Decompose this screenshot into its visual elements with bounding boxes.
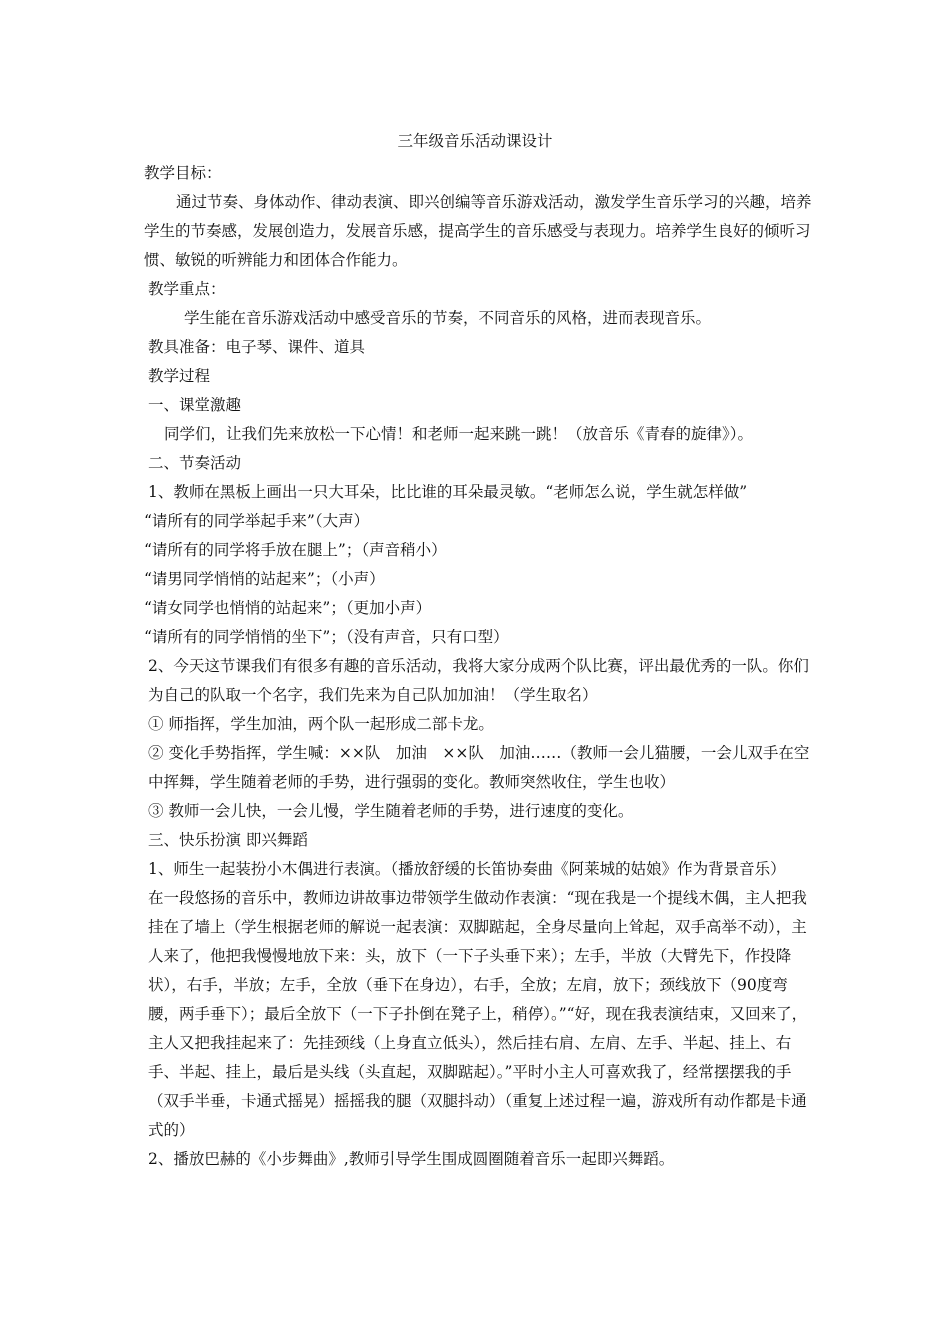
focus-heading: 教学重点： [148,280,226,298]
quote-line: “请男同学悄悄的站起来”；（小声） [144,570,385,588]
circled-item-1: ① 师指挥，学生加油，两个队一起形成二部卡龙。 [148,715,494,733]
circled-item-3: ③ 教师一会儿快，一会儿慢，学生随着老师的手势，进行速度的变化。 [148,802,634,820]
section-heading-2: 二、节奏活动 [148,454,242,472]
section-3-story: 在一段悠扬的音乐中，教师边讲故事边带领学生做动作表演：“现在我是一个提线木偶，主人把我挂在了墙上（学生根据老师的解说一起表演：双脚踮起，全身尽量向上耸起，双手高举不动），主人来了，他把我慢慢地放下来：头，放下（一下子头垂下来）；左手，半放（大臂先下，作投降状），右手，半放；左手，全放（垂下在身边），右手，全放；左肩，放下；颈线放下（90度弯腰，两手垂下）；最后全放下（一下子扑倒在凳子上，稍停）。”“好，现在我表演结束，又回来了，主人又把我挂起来了：先挂颈线（上身直立低头），然后挂右肩、左肩、左手、半起、挂上、右手、半起、挂上，最后是头线（头直起，双脚踮起）。”平时小主人可喜欢我了，经常摆摆我的手（双手半垂，卡通式摇晃）摇摇我的腿（双腿抖动）（重复上述过程一遍，游戏所有动作都是卡通式的） [148,889,808,1139]
section-2-item-2: 2、今天这节课我们有很多有趣的音乐活动，我将大家分成两个队比赛，评出最优秀的一队。你们为自己的队取一个名字，我们先来为自己队加加油！（学生取名） [148,657,809,704]
focus-paragraph: 学生能在音乐游戏活动中感受音乐的节奏，不同音乐的风格，进而表现音乐。 [184,309,712,327]
quote-line: “请所有的同学悄悄的坐下”；（没有声音，只有口型） [144,628,509,646]
quote-line: “请所有的同学举起手来”（大声） [144,512,370,530]
section-heading-3: 三、快乐扮演 即兴舞蹈 [148,831,308,849]
document-title: 三年级音乐活动课设计 [397,132,553,150]
section-2-item-1: 1、教师在黑板上画出一只大耳朵，比比谁的耳朵最灵敏。“老师怎么说，学生就怎样做” [148,483,748,501]
process-heading: 教学过程 [148,367,211,385]
materials-line: 教具准备：电子琴、课件、道具 [148,338,366,356]
section-heading-1: 一、课堂激趣 [148,396,242,414]
section-3-item-1: 1、师生一起装扮小木偶进行表演。（播放舒缓的长笛协奏曲《阿莱城的姑娘》作为背景音乐） [148,860,786,878]
circled-item-2: ② 变化手势指挥，学生喊：××队 加油 ××队 加油……（教师一会儿猫腰，一会儿双手在空中挥舞，学生随着老师的手势，进行强弱的变化。教师突然收住，学生也收） [148,744,810,791]
goals-paragraph: 通过节奏、身体动作、律动表演、即兴创编等音乐游戏活动，激发学生音乐学习的兴趣，培养学生的节奏感，发展创造力，发展音乐感，提高学生的音乐感受与表现力。培养学生良好的倾听习惯、敏锐的听辨能力和团体合作能力。 [144,193,812,269]
quote-line: “请所有的同学将手放在腿上”；（声音稍小） [144,541,447,559]
document-body [144,159,812,1174]
section-1-paragraph: 同学们，让我们先来放松一下心情！和老师一起来跳一跳！（放音乐《青春的旋律》）。 [164,425,754,443]
section-3-item-2: 2、播放巴赫的《小步舞曲》,教师引导学生围成圆圈随着音乐一起即兴舞蹈。 [148,1150,675,1168]
goals-heading: 教学目标： [144,164,222,182]
quote-line: “请女同学也悄悄的站起来”；（更加小声） [144,599,432,617]
